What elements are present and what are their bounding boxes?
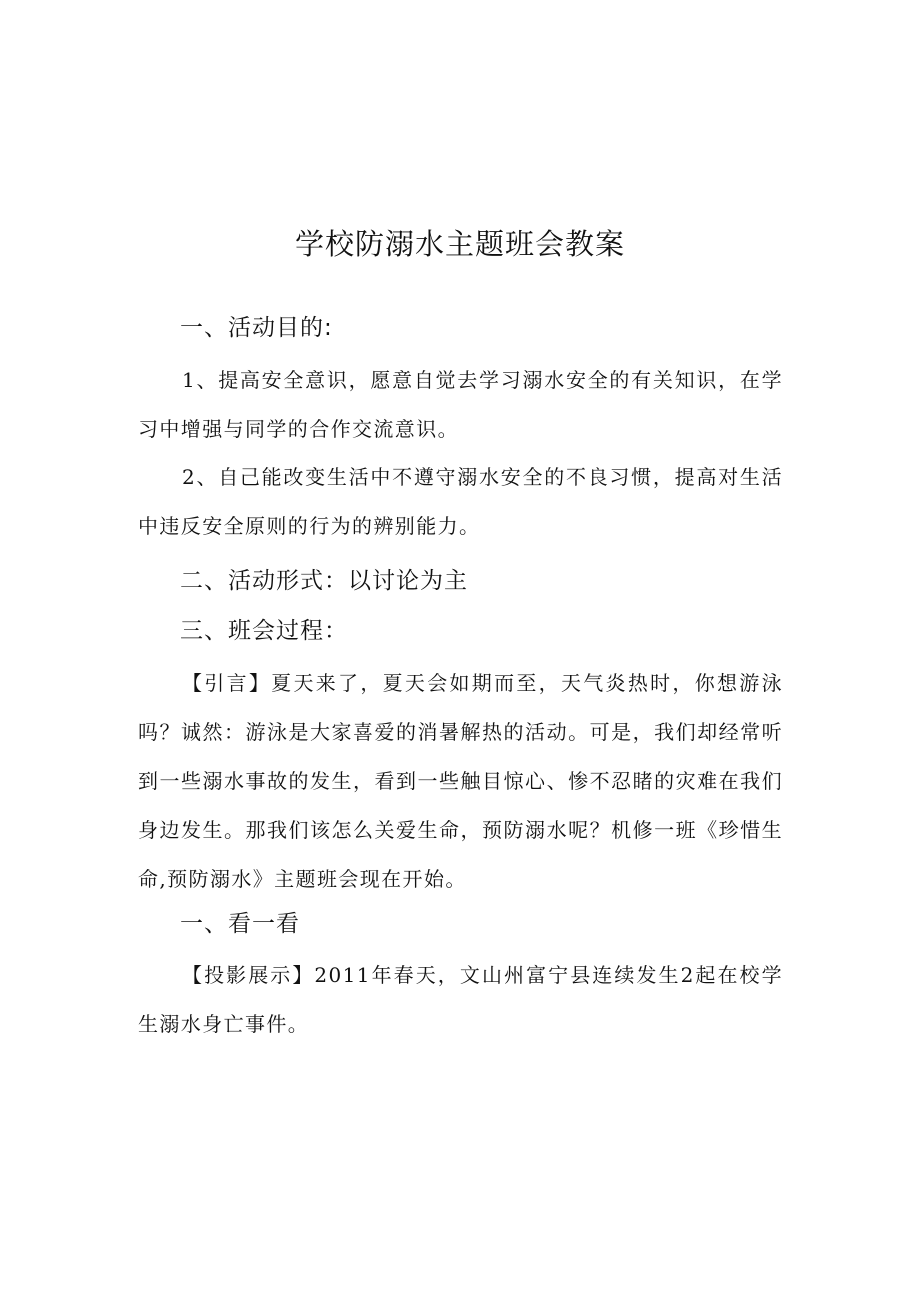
section-heading-process: 三、班会过程： [180,618,348,644]
purpose-item-2: 2、自己能改变生活中不遵守溺水安全的不良习惯，提高对生活中违反安全原则的行为的辨别能力。 [138,465,783,538]
section-heading-look: 一、看一看 [180,911,300,937]
document-title: 学校防溺水主题班会教案 [294,227,625,261]
purpose-item-1: 1、提高安全意识，愿意自觉去学习溺水安全的有关知识，在学习中增强与同学的合作交流意识。 [138,368,783,441]
section-heading-form: 二、活动形式：以讨论为主 [180,568,468,594]
projection-paragraph: 【投影展示】2011年春天，文山州富宁县连续发生2起在校学生溺水身亡事件。 [138,963,783,1036]
section-heading-purpose: 一、活动目的: [180,315,333,341]
intro-paragraph: 【引言】夏天来了，夏天会如期而至，天气炎热时，你想游泳吗？诚然：游泳是大家喜爱的消暑解热的活动。可是，我们却经常听到一些溺水事故的发生，看到一些触目惊心、惨不忍睹的灾难在我们身边发生。那我们该怎么关爱生命，预防溺水呢？机修一班《珍惜生命,预防溺水》主题班会现在开始。 [138,671,783,891]
